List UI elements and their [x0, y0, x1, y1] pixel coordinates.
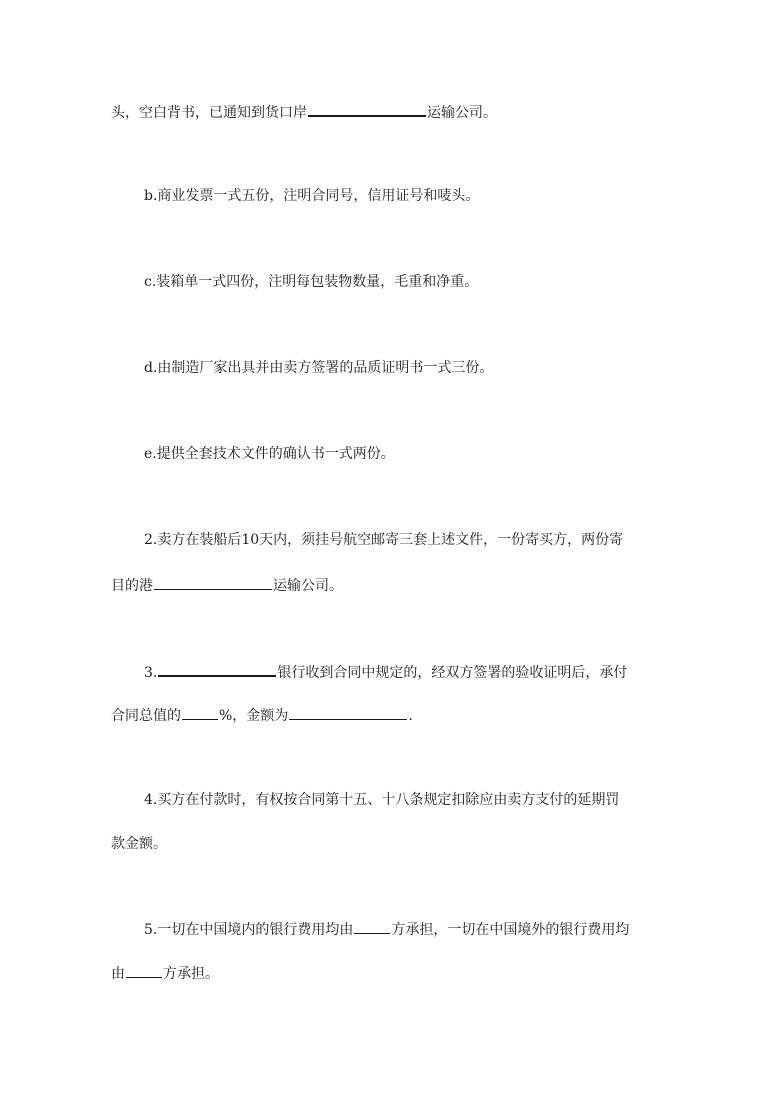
text: e.提供全套技术文件的确认书一式两份。 [144, 446, 395, 462]
text: 方承担。 [163, 966, 219, 982]
text: 3. [144, 665, 158, 681]
text: 合同总值的 [111, 708, 181, 724]
paragraph-3-line-2 [111, 704, 413, 724]
text: 4.买方在付款时，有权按合同第十五、十八条规定扣除应由卖方支付的延期罚 [144, 792, 620, 808]
text: 目的港 [111, 578, 153, 594]
text: 5.一切在中国境内的银行费用均由 [144, 922, 354, 938]
item-e [144, 444, 395, 464]
blank-foreign-fee-party[interactable] [126, 962, 162, 978]
text: %，金额为 [219, 708, 289, 724]
blank-port-transport[interactable] [308, 100, 426, 117]
blank-percentage[interactable] [182, 704, 218, 720]
blank-destination-port[interactable] [154, 574, 272, 590]
item-b [144, 186, 479, 206]
text: 方承担，一切在中国境外的银行费用均 [391, 922, 630, 938]
text: 头，空白背书，已通知到货口岸 [111, 105, 307, 121]
paragraph-1-line-1 [111, 100, 497, 120]
text: 银行收到合同中规定的，经双方签署的验收证明后，承付 [277, 665, 628, 681]
text: 由 [111, 966, 125, 982]
text: c.装箱单一式四份，注明每包装物数量，毛重和净重。 [144, 274, 479, 290]
paragraph-5-line-2 [111, 962, 219, 982]
blank-amount[interactable] [289, 704, 407, 720]
text: 运输公司。 [427, 105, 497, 121]
text: b.商业发票一式五份，注明合同号，信用证号和唛头。 [144, 188, 480, 204]
paragraph-4-line-2 [111, 834, 167, 854]
blank-domestic-fee-party[interactable] [354, 918, 390, 934]
paragraph-4-line-1 [144, 790, 619, 810]
item-c [144, 272, 478, 292]
text: 款金额。 [111, 836, 167, 852]
text: 2.卖方在装船后10天内，须挂号航空邮寄三套上述文件，一份寄买方，两份寄 [144, 532, 624, 548]
text: 运输公司。 [273, 578, 343, 594]
paragraph-5-line-1 [144, 918, 629, 938]
paragraph-3-line-1 [144, 660, 627, 680]
paragraph-2-line-1 [144, 530, 623, 550]
item-d [144, 358, 493, 378]
text: d.由制造厂家出具并由卖方签署的品质证明书一式三份。 [144, 360, 494, 376]
blank-bank-name[interactable] [158, 660, 276, 677]
paragraph-2-line-2 [111, 574, 343, 594]
text: . [408, 708, 413, 724]
